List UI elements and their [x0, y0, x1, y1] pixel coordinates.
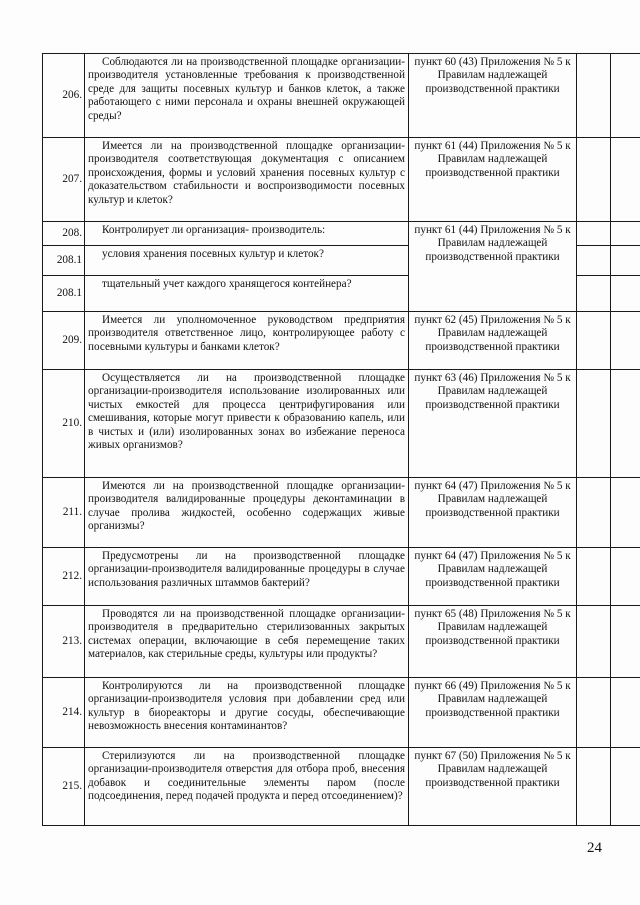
row-number: 206.: [43, 54, 85, 138]
reference-text: пункт 60 (43) Приложения № 5 к Правилам надлежащей производственной практики: [409, 54, 577, 138]
note-cell[interactable]: [611, 478, 640, 548]
table-row: [43, 138, 640, 222]
question-text: Соблюдаются ли на производственной площадке организации-производителя установленные требования к производственной среде для защиты посевных культур и банков клеток, а также работающего с ними персонала и охраны внешней окружающей среды?: [85, 54, 409, 138]
row-number: 208.1: [43, 276, 85, 312]
note-cell[interactable]: [611, 606, 640, 678]
reference-text: пункт 61 (44) Приложения № 5 к Правилам надлежащей производственной практики: [409, 222, 577, 312]
question-text: Проводятся ли на производственной площадке организации-производителя в предварительно стерилизованных закрытых системах операции, включающие в себя перемещение таких материалов, как стерильные среды, культуры или продукты?: [85, 606, 409, 678]
reference-text: пункт 65 (48) Приложения № 5 к Правилам надлежащей производственной практики: [409, 606, 577, 678]
note-cell[interactable]: [611, 548, 640, 606]
table-row: [43, 222, 640, 246]
answer-cell[interactable]: [577, 276, 611, 312]
row-number: 209.: [43, 312, 85, 370]
question-text: Контролируются ли на производственной площадке организации-производителя условия при добавлении сред или культур в биореакторы и другие сосуды, обеспечивающие невозможность внесения контаминантов?: [85, 678, 409, 748]
question-text: Стерилизуются ли на производственной площадке организации-производителя отверстия для отбора проб, внесения добавок и соединительные элементы паром (после подсоединения, перед подачей продукта и перед отсоединением)?: [85, 748, 409, 826]
table-row: [43, 54, 640, 138]
question-text: тщательный учет каждого хранящегося контейнера?: [85, 276, 409, 312]
question-text: условия хранения посевных культур и клеток?: [85, 246, 409, 276]
note-cell[interactable]: [611, 138, 640, 222]
answer-cell[interactable]: [577, 138, 611, 222]
table-row: [43, 748, 640, 826]
answer-cell[interactable]: [577, 222, 611, 246]
answer-cell[interactable]: [577, 548, 611, 606]
question-text: Имеется ли на производственной площадке организации-производителя соответствующая документация с описанием происхождения, формы и условий хранения посевных культур с доказательством стабильности и воспроизводимости посевных культур и клеток?: [85, 138, 409, 222]
question-text: Имеются ли на производственной площадке организации-производителя валидированные процедуры деконтаминации в случае пролива жидкостей, особенно содержащих живые организмы?: [85, 478, 409, 548]
row-number: 208.: [43, 222, 85, 246]
question-text: Предусмотрены ли на производственной площадке организации-производителя валидированные процедуры в случае использования различных штаммов бактерий?: [85, 548, 409, 606]
row-number: 208.1: [43, 246, 85, 276]
note-cell[interactable]: [611, 312, 640, 370]
question-text: Контролирует ли организация- производитель:: [85, 222, 409, 246]
table-row: [43, 312, 640, 370]
table-row: [43, 478, 640, 548]
table-row: [43, 548, 640, 606]
row-number: 214.: [43, 678, 85, 748]
table-row: [43, 370, 640, 478]
answer-cell[interactable]: [577, 678, 611, 748]
reference-text: пункт 64 (47) Приложения № 5 к Правилам надлежащей производственной практики: [409, 478, 577, 548]
reference-text: пункт 64 (47) Приложения № 5 к Правилам надлежащей производственной практики: [409, 548, 577, 606]
answer-cell[interactable]: [577, 478, 611, 548]
note-cell[interactable]: [611, 222, 640, 246]
row-number: 207.: [43, 138, 85, 222]
question-text: Осуществляется ли на производственной площадке организации-производителя использование изолированных или чистых емкостей для процесса центрифугирования или смешивания, которые могут привести к образованию капель, или в чистых и (или) изолированных зонах во избежание переноса живых организмов?: [85, 370, 409, 478]
note-cell[interactable]: [611, 276, 640, 312]
page-number: 24: [587, 840, 602, 856]
reference-text: пункт 61 (44) Приложения № 5 к Правилам надлежащей производственной практики: [409, 138, 577, 222]
answer-cell[interactable]: [577, 312, 611, 370]
answer-cell[interactable]: [577, 54, 611, 138]
reference-text: пункт 63 (46) Приложения № 5 к Правилам надлежащей производственной практики: [409, 370, 577, 478]
reference-text: пункт 67 (50) Приложения № 5 к Правилам надлежащей производственной практики: [409, 748, 577, 826]
answer-cell[interactable]: [577, 370, 611, 478]
row-number: 213.: [43, 606, 85, 678]
reference-text: пункт 62 (45) Приложения № 5 к Правилам надлежащей производственной практики: [409, 312, 577, 370]
question-text: Имеется ли уполномоченное руководством предприятия производителя ответственное лицо, контролирующее работу с посевными культуры и банками клеток?: [85, 312, 409, 370]
answer-cell[interactable]: [577, 246, 611, 276]
note-cell[interactable]: [611, 54, 640, 138]
note-cell[interactable]: [611, 748, 640, 826]
note-cell[interactable]: [611, 246, 640, 276]
row-number: 210.: [43, 370, 85, 478]
answer-cell[interactable]: [577, 748, 611, 826]
checklist-table: [42, 53, 640, 826]
reference-text: пункт 66 (49) Приложения № 5 к Правилам надлежащей производственной практики: [409, 678, 577, 748]
row-number: 215.: [43, 748, 85, 826]
table-row: [43, 678, 640, 748]
row-number: 211.: [43, 478, 85, 548]
row-number: 212.: [43, 548, 85, 606]
note-cell[interactable]: [611, 370, 640, 478]
answer-cell[interactable]: [577, 606, 611, 678]
note-cell[interactable]: [611, 678, 640, 748]
table-row: [43, 606, 640, 678]
